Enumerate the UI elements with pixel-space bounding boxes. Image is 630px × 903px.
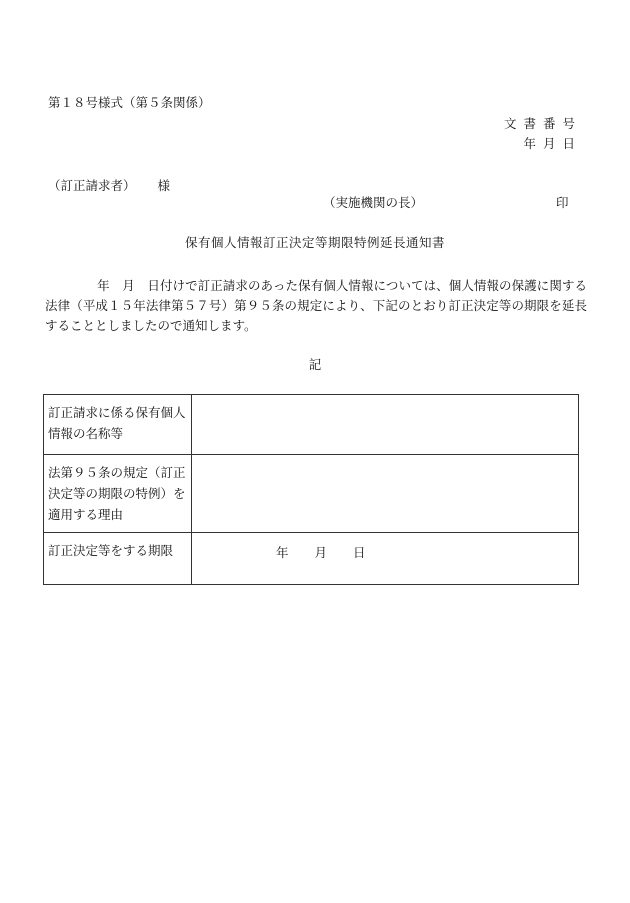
- deadline-day: 日: [353, 545, 366, 560]
- row-value-reason: [192, 455, 579, 533]
- deadline-year: 年: [276, 545, 289, 560]
- ki-heading: 記: [308, 357, 322, 372]
- table-row: [44, 455, 579, 533]
- details-table: [43, 394, 579, 585]
- requester-label: （訂正請求者）: [48, 178, 136, 193]
- table-row: [44, 395, 579, 455]
- document-title: 保有個人情報訂正決定等期限特例延長通知書: [184, 235, 445, 250]
- document-date: 年月日: [523, 136, 582, 151]
- row-value-info-name: [192, 395, 579, 455]
- body-paragraph: [45, 276, 587, 336]
- row-label-reason: 法第９５条の規定（訂正決定等の期限の特例）を適用する理由: [44, 455, 192, 533]
- row-label-info-name: 訂正請求に係る保有個人情報の名称等: [44, 395, 192, 455]
- deadline-month: 月: [314, 545, 328, 560]
- honorific: 様: [157, 178, 171, 193]
- seal-mark: 印: [556, 195, 569, 210]
- row-value-deadline: [192, 533, 579, 585]
- row-label-deadline: 訂正決定等をする期限: [44, 533, 192, 585]
- form-number: 第１８号様式（第５条関係）: [48, 95, 211, 110]
- table-row: [44, 533, 579, 585]
- document-number: 文書番号: [503, 116, 582, 131]
- body-text: 年 月 日付けで訂正請求のあった保有個人情報については、個人情報の保護に関する法律（平成１５年法律第５７号）第９５条の規定により、下記のとおり訂正決定等の期限を延長することとしましたので通知します。: [45, 278, 587, 333]
- deadline-date: [192, 533, 578, 560]
- recipient-line: [48, 180, 170, 193]
- agency-head: （実施機関の長）: [323, 195, 424, 210]
